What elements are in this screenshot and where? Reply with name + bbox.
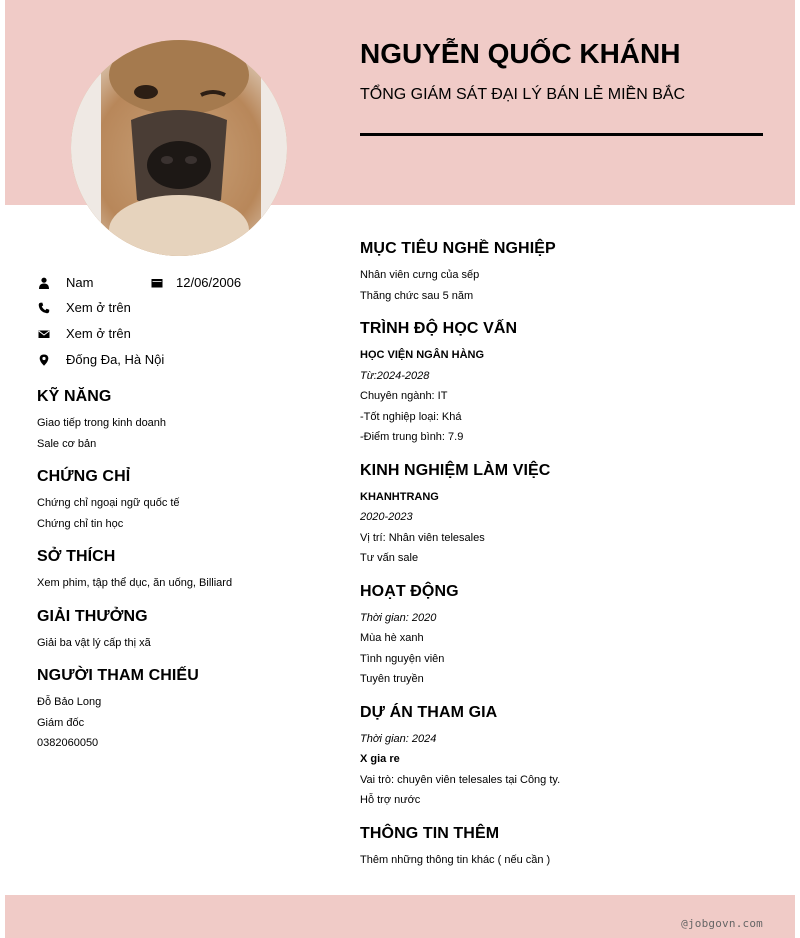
dob-row: [150, 275, 241, 290]
project-item: Hỗ trợ nước: [360, 794, 421, 806]
right-column: [360, 240, 770, 884]
experience-period: 2020-2023: [360, 511, 413, 523]
references-heading: NGƯỜI THAM CHIẾU: [37, 667, 199, 684]
skill-item: Giao tiếp trong kinh doanh: [37, 417, 167, 429]
email-row: [37, 326, 131, 341]
candidate-name: NGUYỄN QUỐC KHÁNH: [360, 38, 681, 69]
profile-photo: [71, 40, 287, 256]
education-period: Từ:2024-2028: [360, 369, 430, 382]
email-icon: [37, 327, 51, 341]
certificates-section: [37, 468, 327, 534]
certificate-item: Chứng chỉ ngoại ngữ quốc tế: [37, 497, 180, 509]
skills-section: [37, 388, 327, 454]
award-item: Giải ba vật lý cấp thị xã: [37, 636, 151, 649]
extra-section: [360, 825, 770, 871]
education-section: [360, 320, 770, 448]
extra-item: Thêm những thông tin khác ( nếu cần ): [360, 853, 551, 866]
phone-value[interactable]: Xem ở trên: [66, 300, 131, 315]
references-section: [37, 667, 327, 754]
objective-section: [360, 240, 770, 306]
projects-section: [360, 704, 770, 811]
left-column: [37, 388, 327, 768]
address-value: Đống Đa, Hà Nội: [66, 352, 165, 367]
job-title: TỔNG GIÁM SÁT ĐẠI LÝ BÁN LẺ MIỀN BẮC: [360, 86, 686, 103]
objective-item: Nhân viên cưng của sếp: [360, 269, 480, 281]
extra-heading: THÔNG TIN THÊM: [360, 824, 500, 842]
education-item: -Điểm trung bình: 7.9: [360, 431, 464, 443]
email-value[interactable]: Xem ở trên: [66, 326, 131, 341]
activity-item: Tình nguyện viên: [360, 652, 445, 665]
footer-band: [5, 895, 795, 938]
experience-section: [360, 462, 770, 569]
experience-item: Vị trí: Nhân viên telesales: [360, 531, 485, 544]
education-item: Chuyên ngành: IT: [360, 390, 448, 402]
dob-value: 12/06/2006: [176, 275, 242, 290]
experience-heading: KINH NGHIỆM LÀM VIỆC: [360, 461, 551, 479]
activity-item: Tuyên truyền: [360, 673, 424, 685]
certificate-item: Chứng chỉ tin học: [37, 517, 124, 530]
company-name: KHANHTRANG: [360, 490, 439, 503]
footer-watermark: @jobgovn.com: [681, 917, 763, 930]
skills-heading: KỸ NĂNG: [37, 388, 112, 405]
objective-item: Thăng chức sau 5 năm: [360, 289, 474, 302]
objective-heading: MỤC TIÊU NGHỀ NGHIỆP: [360, 240, 556, 257]
gender-row: [37, 275, 93, 290]
reference-name: Đỗ Bảo Long: [37, 696, 102, 708]
phone-icon: [37, 301, 51, 315]
calendar-icon: [150, 276, 164, 290]
awards-heading: GIẢI THƯỞNG: [37, 607, 148, 625]
school-name: HỌC VIỆN NGÂN HÀNG: [360, 349, 485, 361]
reference-phone: 0382060050: [37, 737, 99, 749]
phone-row: [37, 300, 131, 315]
hobbies-heading: SỞ THÍCH: [37, 548, 116, 565]
activity-item: Mùa hè xanh: [360, 632, 424, 644]
hobby-item: Xem phim, tập thể dục, ăn uống, Billiard: [37, 577, 233, 589]
activities-heading: HOẠT ĐỘNG: [360, 582, 459, 600]
reference-position: Giám đốc: [37, 716, 85, 729]
certificates-heading: CHỨNG CHỈ: [37, 468, 131, 485]
skill-item: Sale cơ bản: [37, 437, 97, 450]
education-item: -Tốt nghiệp loại: Khá: [360, 410, 462, 423]
projects-heading: DỰ ÁN THAM GIA: [360, 703, 498, 721]
title-divider: [360, 133, 763, 136]
project-item: Vai trò: chuyên viên telesales tại Công ty.: [360, 773, 561, 786]
location-icon: [37, 353, 51, 367]
gender-value: Nam: [66, 275, 94, 290]
activities-section: [360, 583, 770, 690]
activities-period: Thời gian: 2020: [360, 611, 437, 624]
education-heading: TRÌNH ĐỘ HỌC VẤN: [360, 320, 518, 337]
project-name: X gia re: [360, 753, 400, 765]
project-period: Thời gian: 2024: [360, 732, 437, 745]
address-row: [37, 352, 164, 367]
experience-item: Tư vấn sale: [360, 552, 419, 564]
awards-section: [37, 608, 327, 654]
person-icon: [37, 276, 51, 290]
hobbies-section: [37, 548, 327, 594]
